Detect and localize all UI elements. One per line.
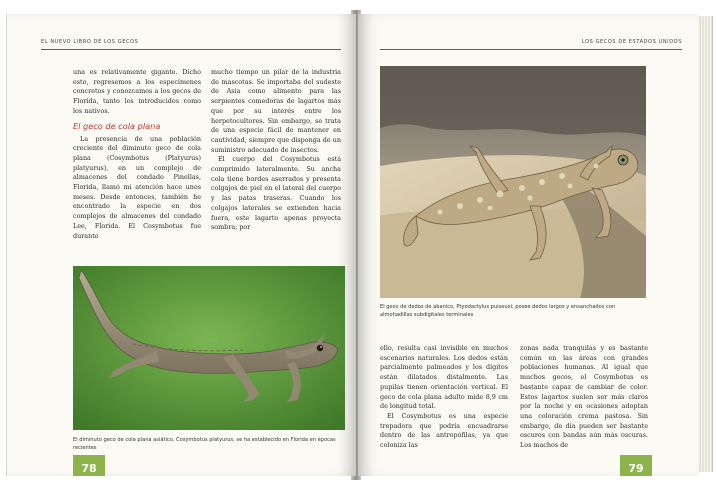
left-col1-paragraph: La presencia de una población creciente del diminuto geco de cola plana (Cosymbotus (Platyurus) platyurus), en un complejo de almacenes del condado Pinellas, Florida, llamó mi atención hace unos meses. Desde entonces, también he encontrado la especie en dos complejos de almacenes del condado Lee, Florida. El Cosymbotus fue durante [73, 134, 201, 240]
fan-footed-gecko-photo [380, 66, 646, 298]
page-edges [698, 16, 713, 472]
left-header-rule [41, 49, 341, 50]
left-running-head: EL NUEVO LIBRO DE LOS GECOS [41, 39, 139, 45]
right-col1-paragraph-2: El Cosymbotus es una especie trepadora que podría encuadrarse dentro de las antropófilas, ya que coloniza las [380, 411, 508, 450]
right-running-head: LOS GECOS DE ESTADOS UNIDOS [581, 39, 682, 45]
right-col2-paragraph: zonas nada tranquilas y es bastante común en las áreas con grandes poblaciones humanas. Al igual que muchos gecos, el Cosymbotus es bastante capaz de cambiar de color. Estos lagartos suelen ser más claros por la noche y en ocasiones adoptan una coloración crema pastosa. Sin embargo, de día pueden ser bastante oscuros con bandas aún más oscuras. Los machos de [520, 344, 648, 450]
left-photo-caption: El diminuto geco de cola plana asiático, Cosymbotus platyurus, se ha establecido en Florida en épocas recientes [73, 437, 336, 451]
right-col1-paragraph-1: ello, resulta casi invisible en muchos escenarios naturales. Los dedos están parcialmente palmeados y los dígitos están dilatados distalmente. Las pupilas tienen orientación vertical. El geco de cola plana adulto mide 8,9 cm de longitud total. [380, 344, 508, 411]
right-column-1 [380, 344, 508, 451]
right-page [358, 14, 698, 476]
right-photo-caption: El geco de dedos de abanico, Ptyodactylus puiseuxi, posee dedos largos y ensanchados con almohadillas subdigitales terminales [380, 304, 616, 318]
left-column-1 [73, 68, 201, 241]
left-col1-intro: una es relativamente gigante. Dicho esto, regresemos a los especímenes concretos y conozcamos a los gecos de Florida, tanto los introducidos como los nativos. [73, 68, 201, 115]
left-col2-paragraph-1: mucho tiempo un pilar de la industria de mascotas. Se importaba del sudeste de Asia como alimento para las serpientes comedoras de lagartos más que por su interés entre los herpetocultores. Sin embargo, se trata de una especie fácil de mantener en cautividad, siempre que disponga de un suministro adecuado de insectos. [211, 68, 341, 154]
right-column-2 [520, 344, 648, 451]
left-column-2 [211, 68, 341, 233]
flat-tailed-gecko-photo [73, 266, 345, 430]
page-number-left: 78 [73, 455, 105, 476]
section-heading: El geco de cola plana [73, 120, 161, 131]
left-col2-paragraph-2: El cuerpo del Cosymbotus está comprimido lateralmente. Su ancha cola tiene bordes aserrados y presenta colgajos de piel en el lateral del cuerpo y las patas traseras. Cuando los colgajos laterales se extienden hacia fuera, este lagarto apenas proyecta sombra; por [211, 155, 341, 232]
left-page [6, 14, 356, 476]
page-number-right: 79 [620, 455, 652, 476]
right-header-rule [380, 49, 682, 50]
